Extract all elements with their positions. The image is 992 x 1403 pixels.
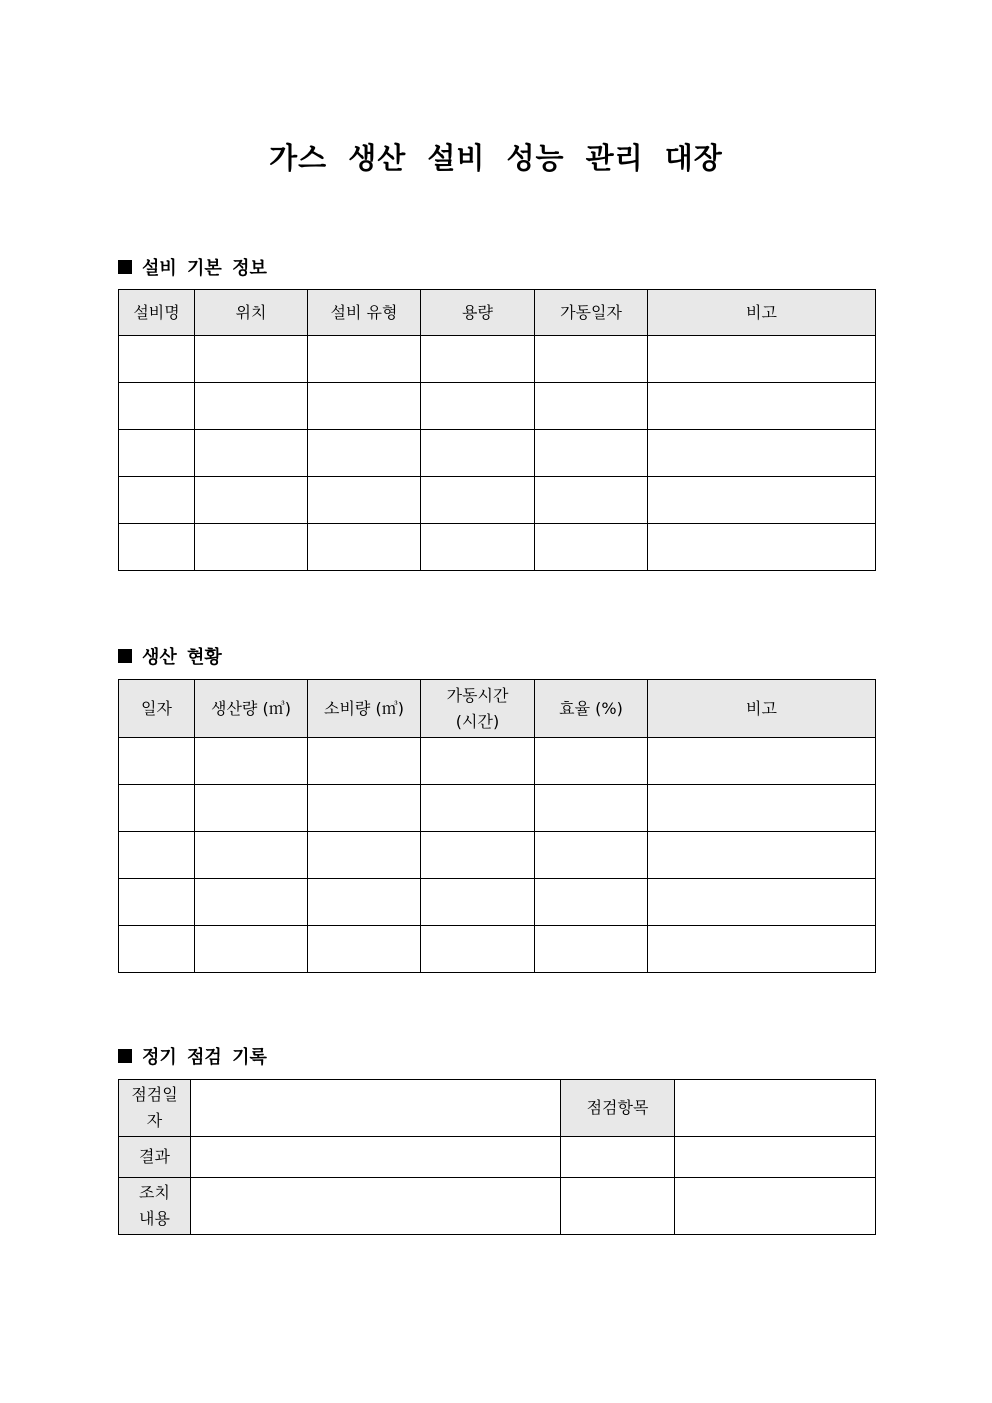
table-row: [119, 336, 876, 383]
column-header-equipment-type: 설비 유형: [308, 290, 421, 336]
table-cell[interactable]: [195, 477, 308, 524]
table-cell[interactable]: [535, 336, 648, 383]
table-cell[interactable]: [119, 336, 195, 383]
table-cell[interactable]: [195, 879, 308, 926]
column-header-equipment-name: 설비명: [119, 290, 195, 336]
inspection-item-field[interactable]: [675, 1080, 876, 1137]
table-cell[interactable]: [119, 785, 195, 832]
table-cell[interactable]: [308, 524, 421, 571]
table-cell[interactable]: [119, 524, 195, 571]
table-cell[interactable]: [648, 477, 876, 524]
table-cell[interactable]: [421, 383, 535, 430]
table-cell[interactable]: [648, 832, 876, 879]
table-cell[interactable]: [535, 832, 648, 879]
action-extra-field[interactable]: [675, 1178, 876, 1235]
table-cell[interactable]: [308, 926, 421, 973]
section-heading-production-status: [118, 643, 222, 669]
table-cell[interactable]: [119, 879, 195, 926]
column-header-capacity: 용량: [421, 290, 535, 336]
inspection-date-label: 점검일 자: [119, 1080, 191, 1137]
table-cell[interactable]: [535, 879, 648, 926]
table-row: [119, 1080, 876, 1137]
table-cell[interactable]: [195, 430, 308, 477]
table-cell[interactable]: [308, 383, 421, 430]
table-cell[interactable]: [195, 383, 308, 430]
table-row: [119, 524, 876, 571]
table-cell[interactable]: [119, 832, 195, 879]
table-cell[interactable]: [195, 832, 308, 879]
action-extra-field[interactable]: [561, 1178, 675, 1235]
table-cell[interactable]: [308, 430, 421, 477]
table-cell[interactable]: [308, 336, 421, 383]
table-cell[interactable]: [421, 477, 535, 524]
table-cell[interactable]: [648, 430, 876, 477]
table-row: [119, 785, 876, 832]
column-header-remarks: 비고: [648, 680, 876, 738]
table-cell[interactable]: [119, 383, 195, 430]
table-cell[interactable]: [421, 879, 535, 926]
column-header-location: 위치: [195, 290, 308, 336]
table-row: [119, 879, 876, 926]
column-header-production-volume: 생산량 (㎥): [195, 680, 308, 738]
table-cell[interactable]: [421, 738, 535, 785]
table-cell[interactable]: [648, 336, 876, 383]
table-cell[interactable]: [648, 926, 876, 973]
table-cell[interactable]: [535, 785, 648, 832]
table-cell[interactable]: [648, 383, 876, 430]
table-cell[interactable]: [421, 785, 535, 832]
table-cell[interactable]: [535, 926, 648, 973]
column-header-consumption-volume: 소비량 (㎥): [308, 680, 421, 738]
table-row: [119, 477, 876, 524]
action-field[interactable]: [191, 1178, 561, 1235]
table-cell[interactable]: [421, 430, 535, 477]
inspection-record-table: [118, 1079, 876, 1235]
table-cell[interactable]: [119, 430, 195, 477]
column-header-remarks: 비고: [648, 290, 876, 336]
section-heading-label: 정기 점검 기록: [142, 1047, 267, 1068]
section-heading-inspection-record: [118, 1043, 267, 1069]
table-row: [119, 832, 876, 879]
table-cell[interactable]: [195, 738, 308, 785]
section-heading-label: 설비 기본 정보: [142, 258, 267, 279]
table-cell[interactable]: [308, 785, 421, 832]
section-heading-equipment-info: [118, 254, 267, 280]
table-cell[interactable]: [648, 785, 876, 832]
table-cell[interactable]: [119, 477, 195, 524]
table-row: [119, 430, 876, 477]
section-heading-label: 생산 현황: [142, 647, 222, 668]
column-header-operating-hours: 가동시간 (시간): [421, 680, 535, 738]
result-label: 결과: [119, 1137, 191, 1178]
table-row: [119, 926, 876, 973]
result-extra-field[interactable]: [561, 1137, 675, 1178]
table-cell[interactable]: [648, 738, 876, 785]
table-cell[interactable]: [119, 926, 195, 973]
table-row: [119, 1178, 876, 1235]
table-cell[interactable]: [308, 879, 421, 926]
inspection-date-field[interactable]: [191, 1080, 561, 1137]
production-status-table: [118, 679, 876, 973]
table-cell[interactable]: [535, 430, 648, 477]
table-cell[interactable]: [648, 879, 876, 926]
table-cell[interactable]: [535, 477, 648, 524]
table-row: [119, 383, 876, 430]
table-cell[interactable]: [421, 832, 535, 879]
square-bullet-icon: [118, 1049, 132, 1063]
table-cell[interactable]: [195, 524, 308, 571]
equipment-info-table: [118, 289, 876, 571]
table-cell[interactable]: [119, 738, 195, 785]
column-header-date: 일자: [119, 680, 195, 738]
result-field[interactable]: [191, 1137, 561, 1178]
table-cell[interactable]: [421, 926, 535, 973]
square-bullet-icon: [118, 260, 132, 274]
table-cell[interactable]: [535, 383, 648, 430]
table-row: [119, 1137, 876, 1178]
table-cell[interactable]: [308, 477, 421, 524]
table-cell[interactable]: [421, 336, 535, 383]
result-extra-field[interactable]: [675, 1137, 876, 1178]
table-cell[interactable]: [308, 832, 421, 879]
table-cell[interactable]: [648, 524, 876, 571]
column-header-operation-date: 가동일자: [535, 290, 648, 336]
action-label: 조치 내용: [119, 1178, 191, 1235]
table-header-row: [119, 290, 876, 336]
column-header-efficiency: 효율 (%): [535, 680, 648, 738]
table-cell[interactable]: [535, 524, 648, 571]
table-cell[interactable]: [421, 524, 535, 571]
table-cell[interactable]: [195, 926, 308, 973]
inspection-item-label: 점검항목: [561, 1080, 675, 1137]
table-row: [119, 738, 876, 785]
table-header-row: [119, 680, 876, 738]
table-cell[interactable]: [535, 738, 648, 785]
table-cell[interactable]: [195, 785, 308, 832]
table-cell[interactable]: [308, 738, 421, 785]
square-bullet-icon: [118, 649, 132, 663]
document-title: 가스 생산 설비 성능 관리 대장: [269, 141, 723, 175]
table-cell[interactable]: [195, 336, 308, 383]
